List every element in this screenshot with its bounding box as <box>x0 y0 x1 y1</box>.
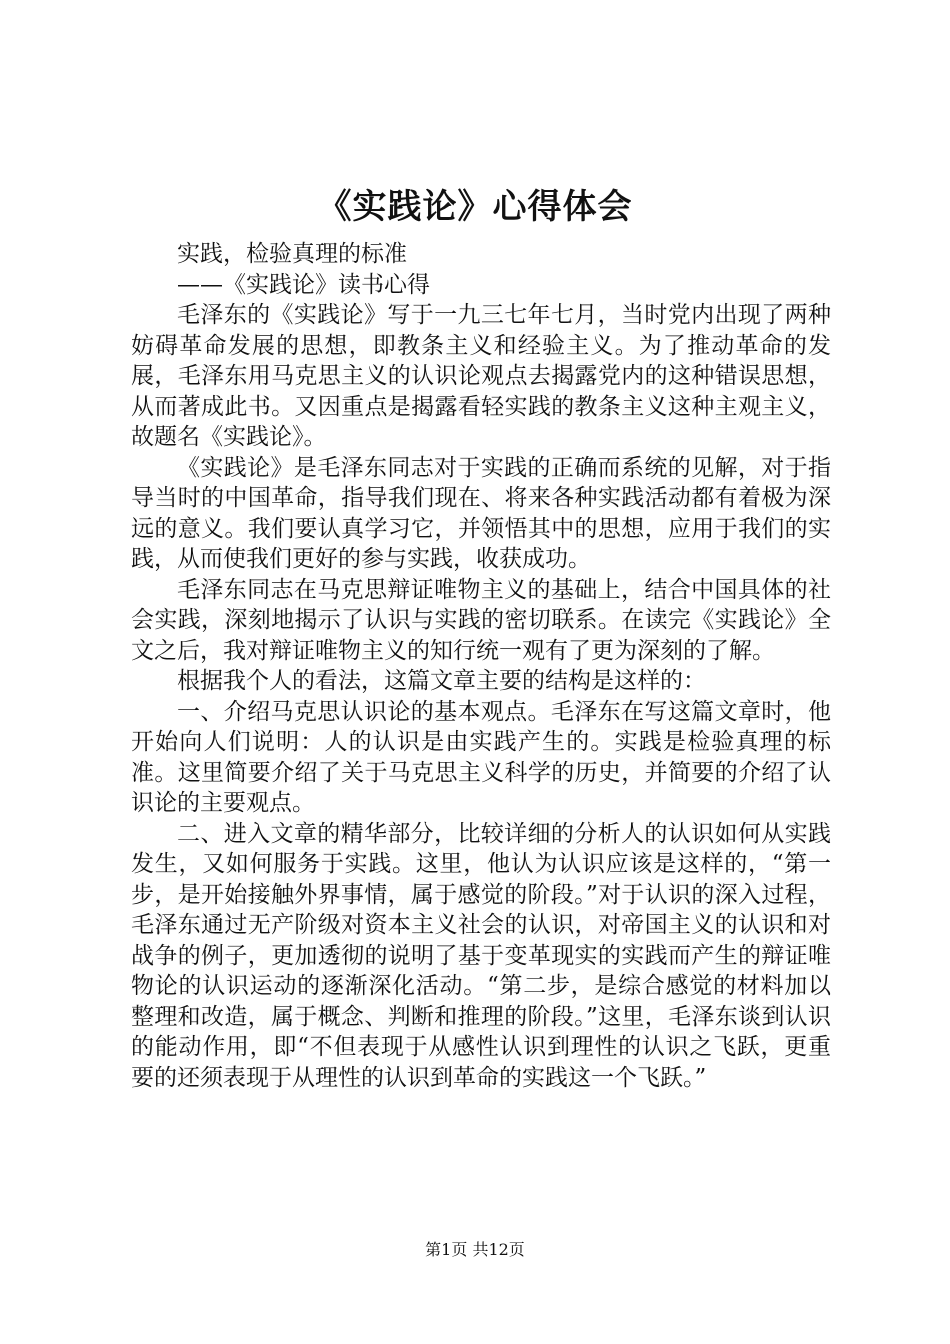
body-paragraph: 毛泽东同志在马克思辩证唯物主义的基础上，结合中国具体的社会实践，深刻地揭示了认识与实践的密切联系。在读完《实践论》全文之后，我对辩证唯物主义的知行统一观有了更为深刻的了解。 <box>131 576 831 664</box>
document-body <box>131 239 831 1093</box>
body-paragraph: 根据我个人的看法，这篇文章主要的结构是这样的： <box>177 668 706 694</box>
body-paragraph: 二、进入文章的精华部分，比较详细的分析人的认识如何从实践发生，又如何服务于实践。这里，他认为认识应该是这样的，“第一步，是开始接触外界事情，属于感觉的阶段。”对于认识的深入过程，毛泽东通过无产阶级对资本主义社会的认识，对帝国主义的认识和对战争的例子，更加透彻的说明了基于变革现实的实践而产生的辩证唯物论的认识运动的逐渐深化活动。“第二步，是综合感觉的材料加以整理和改造，属于概念、判断和推理的阶段。”这里，毛泽东谈到认识的能动作用，即“不但表现于从感性认识到理性的认识之飞跃，更重要的还须表现于从理性的认识到革命的实践这一个飞跃。” <box>131 820 831 1091</box>
document-title: 《实践论》心得体会 <box>317 187 633 227</box>
page-number: 第1页 共12页 <box>425 1240 525 1259</box>
body-paragraph: 毛泽东的《实践论》写于一九三七年七月，当时党内出现了两种妨碍革命发展的思想，即教条主义和经验主义。为了推动革命的发展，毛泽东用马克思主义的认识论观点去揭露党内的这种错误思想，从而著成此书。又因重点是揭露看轻实践的教条主义这种主观主义，故题名《实践论》。 <box>131 302 831 450</box>
body-paragraph: 《实践论》是毛泽东同志对于实践的正确而系统的见解，对于指导当时的中国革命，指导我们现在、将来各种实践活动都有着极为深远的意义。我们要认真学习它，并领悟其中的思想，应用于我们的实践，从而使我们更好的参与实践，收获成功。 <box>131 454 831 572</box>
subtitle-line: 实践，检验真理的标准 <box>177 241 407 267</box>
body-paragraph: 一、介绍马克思认识论的基本观点。毛泽东在写这篇文章时，他开始向人们说明：人的认识是由实践产生的。实践是检验真理的标准。这里简要介绍了关于马克思主义科学的历史，并简要的介绍了认识论的主要观点。 <box>131 698 831 816</box>
subtitle-line: ——《实践论》读书心得 <box>177 271 430 298</box>
